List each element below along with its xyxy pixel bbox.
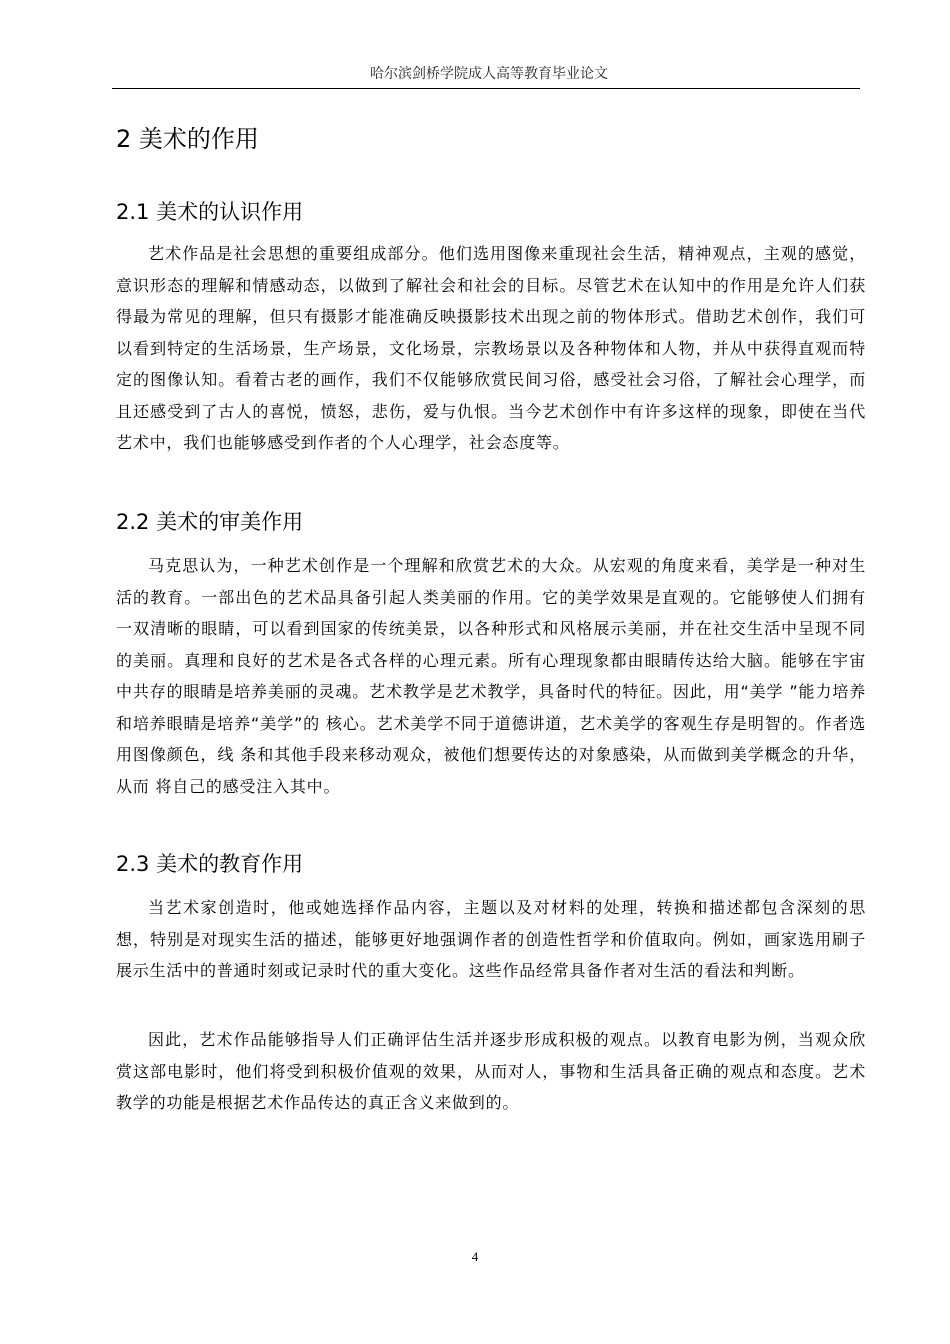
page-number: 4 (471, 1249, 479, 1264)
section-title-2-1: 2.1 美术的认识作用 (116, 200, 304, 224)
chapter-title: 2 美术的作用 (116, 125, 259, 153)
paragraph-2-2: 马克思认为，一种艺术创作是一个理解和欣赏艺术的大众。从宏观的角度来看，美学是一种对生活的教育。一部出色的艺术品具备引起人类美丽的作用。它的美学效果是直观的。它能够使人们拥有一双清晰的眼睛，可以看到国家的传统美景，以各种形式和风格展示美丽，并在社交生活中呈现不同的美丽。真理和良好的艺术是各式各样的心理元素。所有心理现象都由眼睛传达给大脑。能够在宇宙中共存的眼睛是培养美丽的灵魂。艺术教学是艺术教学，具备时代的特征。因此，用“美学 ”能力培养和培养眼睛是培养“美学”的 核心。艺术美学不同于道德讲道，艺术美学的客观生存是明智的。作者选用图像颜色，线 条和其他手段来移动观众，被他们想要传达的对象感染，从而做到美学概念的升华，从而 将自己的感受注入其中。 (116, 556, 866, 796)
running-header: 哈尔滨剑桥学院成人高等教育毕业论文 (370, 66, 608, 82)
paragraph-2-3-a: 当艺术家创造时，他或她选择作品内容，主题以及对材料的处理，转换和描述都包含深刻的思想，特别是对现实生活的描述，能够更好地强调作者的创造性哲学和价值取向。例如，画家选用刷子展示生活中的普通时刻或记录时代的重大变化。这些作品经常具备作者对生活的看法和判断。 (116, 898, 866, 980)
section-title-2-3: 2.3 美术的教育作用 (116, 852, 304, 876)
header-divider (112, 88, 860, 89)
paragraph-2-3-b: 因此，艺术作品能够指导人们正确评估生活并逐步形成积极的观点。以教育电影为例，当观众欣赏这部电影时，他们将受到积极价值观的效果，从而对人，事物和生活具备正确的观点和态度。艺术教学的功能是根据艺术作品传达的真正含义来做到的。 (116, 1030, 866, 1112)
section-title-2-2: 2.2 美术的审美作用 (116, 510, 304, 534)
paragraph-2-1: 艺术作品是社会思想的重要组成部分。他们选用图像来重现社会生活，精神观点，主观的感觉，意识形态的理解和情感动态，以做到了解社会和社会的目标。尽管艺术在认知中的作用是允许人们获得最为常见的理解，但只有摄影才能准确反映摄影技术出现之前的物体形式。借助艺术创作，我们可以看到特定的生活场景，生产场景，文化场景，宗教场景以及各种物体和人物，并从中获得直观而特定的图像认知。看着古老的画作，我们不仅能够欣赏民间习俗，感受社会习俗，了解社会心理学，而且还感受到了古人的喜悦，愤怒，悲伤，爱与仇恨。当今艺术创作中有许多这样的现象，即使在当代艺术中，我们也能够感受到作者的个人心理学，社会态度等。 (116, 244, 866, 452)
